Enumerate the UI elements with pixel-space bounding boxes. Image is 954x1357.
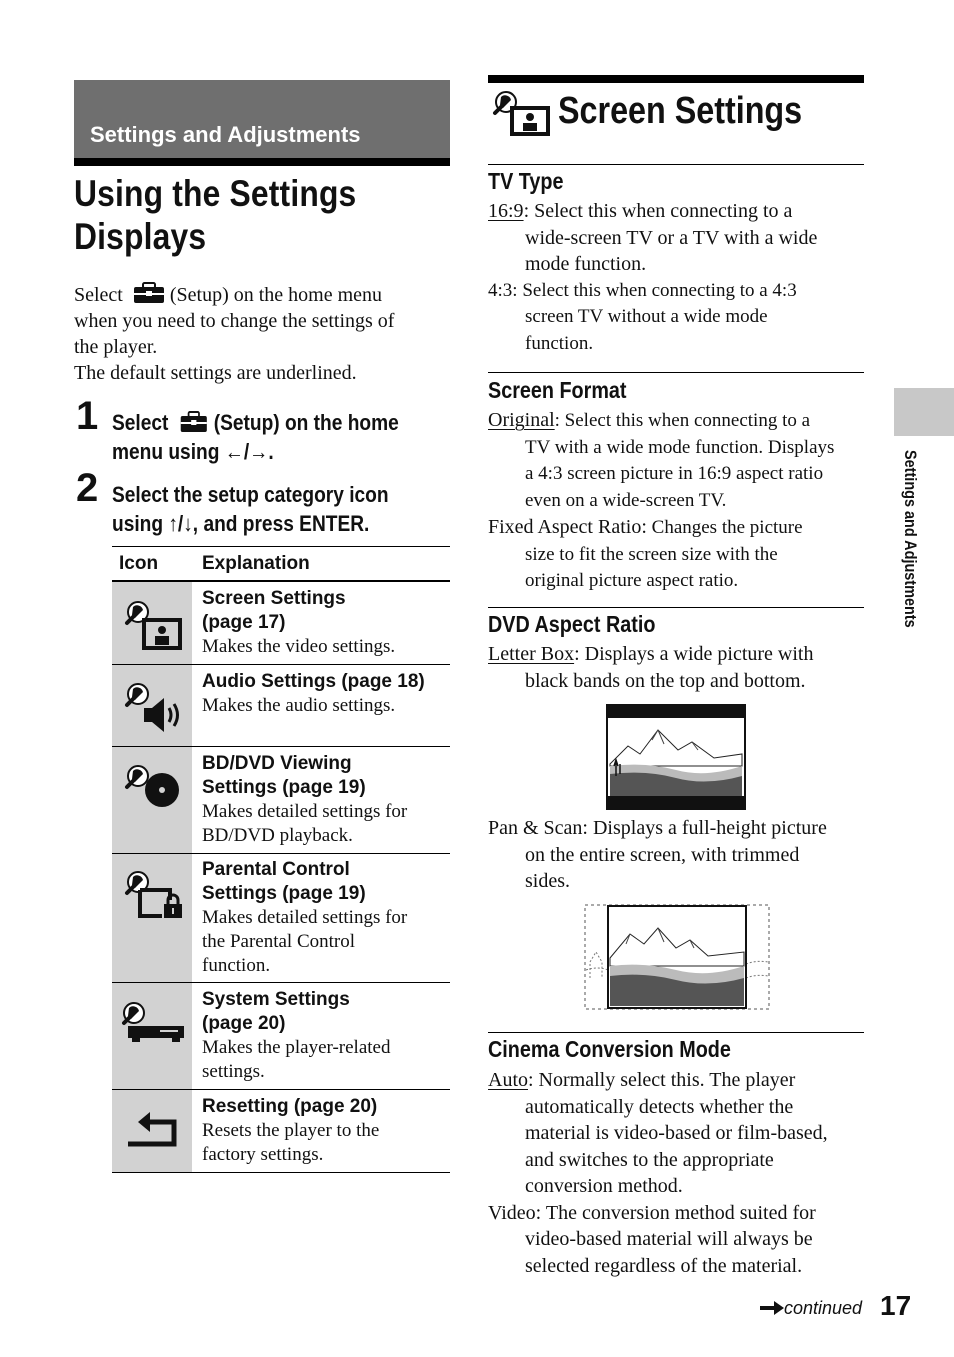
option-fixed-aspect: Fixed Aspect Ratio: bbox=[488, 516, 647, 538]
side-label-text: Settings and Adjustments bbox=[901, 450, 920, 628]
option-video: Video: The conversion method suited for bbox=[488, 1201, 816, 1224]
screen-settings-icon bbox=[122, 598, 184, 652]
option-auto: Auto bbox=[488, 1069, 528, 1091]
row-title: BD/DVD Viewing bbox=[202, 753, 352, 774]
option-text: : Select this when connecting to a bbox=[554, 410, 811, 431]
continued-text: continued bbox=[784, 1298, 863, 1318]
option-text: conversion method. bbox=[525, 1175, 683, 1197]
row-description: Makes the audio settings. bbox=[202, 695, 396, 716]
section-rule bbox=[488, 372, 864, 373]
table-row-rule bbox=[112, 853, 450, 854]
table-row-rule bbox=[112, 746, 450, 747]
table-top-rule bbox=[112, 546, 450, 547]
table-row bbox=[202, 988, 452, 1084]
row-title: (page 17) bbox=[202, 612, 286, 633]
section-rule bbox=[488, 607, 864, 608]
arrow-right-icon bbox=[760, 1301, 784, 1315]
side-tab bbox=[894, 388, 954, 436]
intro-select-word: Select bbox=[74, 284, 123, 306]
page-title-line1: Using the Settings bbox=[74, 173, 357, 214]
option-text: and switches to the appropriate bbox=[525, 1148, 774, 1171]
option-text: material is video-based or film-based, bbox=[525, 1122, 828, 1144]
row-title: Audio Settings (page 18) bbox=[202, 671, 425, 692]
cinema-conversion-heading: Cinema Conversion Mode bbox=[488, 1036, 731, 1062]
parental-control-icon bbox=[122, 868, 184, 922]
intro-rest: (Setup) on the home menu bbox=[169, 284, 383, 306]
continued-note bbox=[760, 1298, 862, 1319]
table-row bbox=[202, 587, 452, 659]
cinema-conversion-options bbox=[488, 1067, 864, 1279]
step-1-number: 1 bbox=[76, 394, 99, 438]
option-pan-scan: Pan & Scan: Displays a full-height picture bbox=[488, 817, 827, 839]
table-row bbox=[202, 670, 452, 718]
row-description: BD/DVD playback. bbox=[202, 825, 353, 846]
table-header-icon: Icon bbox=[119, 553, 159, 574]
step-2-text bbox=[112, 480, 451, 538]
step-2-line1: Select the setup category icon bbox=[112, 482, 389, 507]
option-text: function. bbox=[525, 332, 594, 354]
section-banner-rule bbox=[74, 158, 450, 166]
row-description: factory settings. bbox=[202, 1144, 324, 1165]
intro-line2: when you need to change the settings of bbox=[74, 310, 395, 332]
section-title: Settings and Adjustments bbox=[90, 122, 361, 147]
option-text: Select this when connecting to a 4:3 bbox=[517, 279, 797, 301]
row-description: Makes the video settings. bbox=[202, 636, 396, 657]
screen-format-heading: Screen Format bbox=[488, 377, 627, 403]
step-1-rest: (Setup) on the home bbox=[213, 410, 399, 435]
row-title: Parental Control bbox=[202, 859, 350, 880]
table-row bbox=[202, 752, 452, 848]
system-settings-icon bbox=[120, 1000, 186, 1050]
option-text: automatically detects whether the bbox=[525, 1095, 794, 1118]
step-1-text bbox=[112, 408, 451, 466]
option-text: selected regardless of the material. bbox=[525, 1254, 803, 1277]
right-title-rule bbox=[488, 75, 864, 83]
option-text: screen TV without a wide mode bbox=[525, 306, 768, 327]
row-description: Makes detailed settings for bbox=[202, 801, 408, 822]
intro-line4: The default settings are underlined. bbox=[74, 362, 357, 384]
screen-settings-title: Screen Settings bbox=[558, 90, 803, 132]
row-title: Settings (page 19) bbox=[202, 777, 366, 798]
option-text: original picture aspect ratio. bbox=[525, 570, 739, 591]
toolbox-icon bbox=[132, 282, 166, 304]
row-description: Makes the player-related bbox=[202, 1037, 391, 1058]
step-2-number: 2 bbox=[76, 466, 99, 510]
step-1-select: Select bbox=[112, 410, 169, 435]
table-header-explanation: Explanation bbox=[202, 553, 310, 574]
table-row bbox=[202, 1095, 452, 1167]
intro-paragraph bbox=[74, 282, 454, 386]
pan-scan-illustration bbox=[584, 904, 770, 1010]
row-description: Makes detailed settings for bbox=[202, 907, 408, 928]
row-title: (page 20) bbox=[202, 1013, 286, 1034]
tv-type-options bbox=[488, 198, 864, 357]
option-text: a 4:3 screen picture in 16:9 aspect ratio bbox=[525, 463, 824, 484]
table-row-rule bbox=[112, 982, 450, 983]
screen-format-options bbox=[488, 407, 864, 595]
table-row-rule bbox=[112, 664, 450, 665]
option-4-3: 4:3: bbox=[488, 279, 518, 301]
tv-type-heading: TV Type bbox=[488, 168, 564, 194]
row-description: function. bbox=[202, 955, 271, 976]
row-title: System Settings bbox=[202, 989, 350, 1010]
option-text: : Select this when connecting to a bbox=[523, 200, 793, 222]
dvd-aspect-option-panscan bbox=[488, 815, 864, 895]
option-text: video-based material will always be bbox=[525, 1228, 813, 1250]
dvd-aspect-heading: DVD Aspect Ratio bbox=[488, 611, 656, 637]
dvd-aspect-option-letterbox bbox=[488, 641, 864, 694]
table-bottom-rule bbox=[112, 1172, 450, 1173]
row-title: Screen Settings bbox=[202, 588, 346, 609]
option-text: : Normally select this. The player bbox=[528, 1069, 796, 1091]
option-letter-box: Letter Box bbox=[488, 643, 575, 665]
option-original: Original bbox=[488, 409, 555, 431]
letterbox-illustration bbox=[606, 704, 746, 810]
page-number: 17 bbox=[880, 1290, 912, 1321]
step-1-line2: menu using ←/→. bbox=[112, 439, 274, 464]
section-rule bbox=[488, 1032, 864, 1033]
page-title bbox=[74, 172, 401, 258]
row-title: Settings (page 19) bbox=[202, 883, 366, 904]
section-rule bbox=[488, 164, 864, 165]
row-description: settings. bbox=[202, 1061, 265, 1082]
row-title: Resetting (page 20) bbox=[202, 1096, 378, 1117]
toolbox-icon bbox=[179, 411, 209, 433]
side-label bbox=[896, 450, 922, 680]
step-2-line2: using ↑/↓, and press ENTER. bbox=[112, 511, 370, 536]
screen-settings-icon bbox=[490, 88, 552, 138]
option-text: TV with a wide mode function. Displays bbox=[525, 436, 835, 458]
bd-dvd-settings-icon bbox=[122, 762, 184, 812]
row-description: Resets the player to the bbox=[202, 1120, 380, 1141]
reset-icon bbox=[126, 1108, 182, 1152]
audio-settings-icon bbox=[122, 680, 184, 736]
table-row-rule bbox=[112, 1089, 450, 1090]
option-text: mode function. bbox=[525, 253, 647, 275]
option-text: on the entire screen, with trimmed bbox=[525, 843, 800, 866]
page-title-line2: Displays bbox=[74, 216, 207, 257]
option-text: sides. bbox=[525, 870, 570, 892]
option-text: even on a wide-screen TV. bbox=[525, 489, 727, 511]
option-text: size to fit the screen size with the bbox=[525, 543, 778, 565]
table-row bbox=[202, 858, 452, 978]
option-text: wide-screen TV or a TV with a wide bbox=[525, 226, 818, 249]
row-description: the Parental Control bbox=[202, 931, 356, 952]
option-text: Changes the picture bbox=[646, 517, 803, 538]
option-text: : Displays a wide picture with bbox=[574, 643, 814, 665]
section-banner bbox=[74, 80, 450, 160]
intro-line3: the player. bbox=[74, 336, 158, 358]
option-16-9: 16:9 bbox=[488, 200, 524, 222]
option-text: black bands on the top and bottom. bbox=[525, 669, 806, 692]
